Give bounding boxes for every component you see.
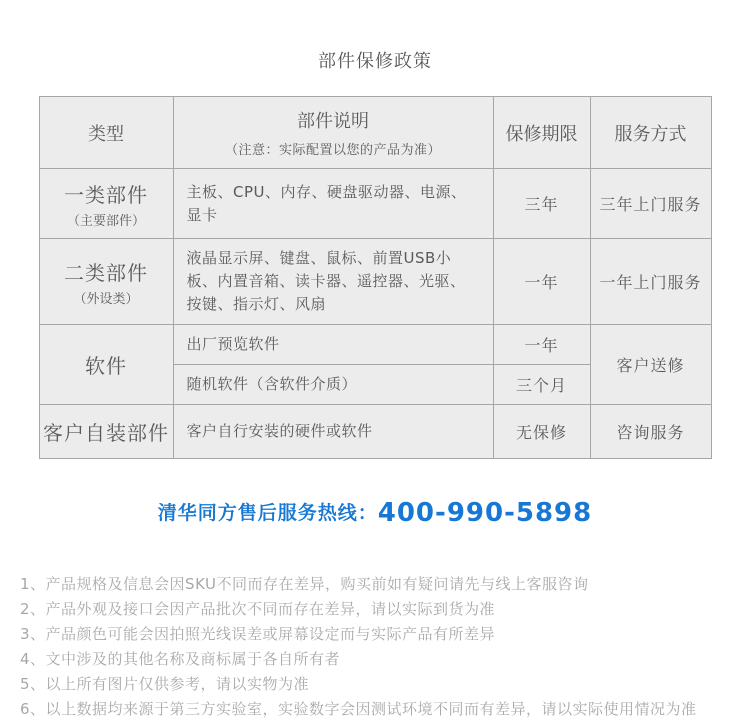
class2-period-cell: 一年 xyxy=(493,239,590,325)
software-sub2-period-cell: 三个月 xyxy=(493,365,590,405)
class1-type-note: （主要部件） xyxy=(66,213,145,229)
class2-type-label: 二类部件 xyxy=(64,260,148,285)
customer-type-label: 客户自装部件 xyxy=(43,421,169,445)
software-service-cell: 客户送修 xyxy=(590,325,711,405)
table-row-customer-installed xyxy=(39,405,711,459)
service-hotline xyxy=(0,498,750,528)
header-desc-cell xyxy=(173,97,493,169)
class2-desc-cell: 液晶显示屏、键盘、鼠标、前置USB小板、内置音箱、读卡器、遥控器、光驱、按键、指示灯、风扇 xyxy=(173,239,493,325)
table-header-row xyxy=(39,97,711,169)
software-type-label: 软件 xyxy=(85,354,127,378)
class1-period-cell: 三年 xyxy=(493,169,590,239)
note-item-6: 6、以上数据均来源于第三方实验室，实验数字会因测试环境不同而有差异，请以实际使用情况为准 xyxy=(20,700,697,718)
note-item-2: 2、产品外观及接口会因产品批次不同而存在差异，请以实际到货为准 xyxy=(20,600,496,618)
software-sub1-period-cell: 一年 xyxy=(493,325,590,365)
table-row-software-sub1 xyxy=(39,325,711,365)
disclaimer-notes-list xyxy=(20,572,734,722)
table-row-class1-parts xyxy=(39,169,711,239)
note-item-5: 5、以上所有图片仅供参考，请以实物为准 xyxy=(20,675,310,693)
page-title: 部件保修政策 xyxy=(318,51,432,72)
customer-service-cell: 咨询服务 xyxy=(590,405,711,459)
warranty-table xyxy=(39,96,712,459)
hotline-phone-number: 400-990-5898 xyxy=(377,498,593,528)
class2-type-note: （外设类） xyxy=(73,291,139,307)
header-desc-label: 部件说明 xyxy=(297,111,369,132)
note-item-3: 3、产品颜色可能会因拍照光线误差或屏幕设定而与实际产品有所差异 xyxy=(20,625,496,643)
header-service-cell xyxy=(590,97,711,169)
customer-type-cell xyxy=(39,405,173,459)
class1-type-label: 一类部件 xyxy=(64,182,148,207)
class1-service-cell: 三年上门服务 xyxy=(590,169,711,239)
customer-desc-cell: 客户自行安装的硬件或软件 xyxy=(173,405,493,459)
header-type-cell xyxy=(39,97,173,169)
class1-desc-cell: 主板、CPU、内存、硬盘驱动器、电源、显卡 xyxy=(173,169,493,239)
header-type-label: 类型 xyxy=(88,123,124,145)
header-desc-note: （注意：实际配置以您的产品为准） xyxy=(224,143,441,158)
header-service-label: 服务方式 xyxy=(614,123,687,145)
software-sub1-desc-cell: 出厂预览软件 xyxy=(173,325,493,365)
header-period-cell xyxy=(493,97,590,169)
table-row-class2-parts xyxy=(39,239,711,325)
class2-service-cell: 一年上门服务 xyxy=(590,239,711,325)
customer-period-cell: 无保修 xyxy=(493,405,590,459)
software-type-cell xyxy=(39,325,173,405)
hotline-label: 清华同方售后服务热线： xyxy=(157,502,378,524)
note-item-1: 1、产品规格及信息会因SKU不同而存在差异，购买前如有疑问请先与线上客服咨询 xyxy=(20,575,589,593)
class2-type-cell xyxy=(39,239,173,325)
class1-type-cell xyxy=(39,169,173,239)
header-period-label: 保修期限 xyxy=(505,123,578,145)
software-sub2-desc-cell: 随机软件（含软件介质） xyxy=(173,365,493,405)
note-item-4: 4、文中涉及的其他名称及商标属于各自所有者 xyxy=(20,650,341,668)
